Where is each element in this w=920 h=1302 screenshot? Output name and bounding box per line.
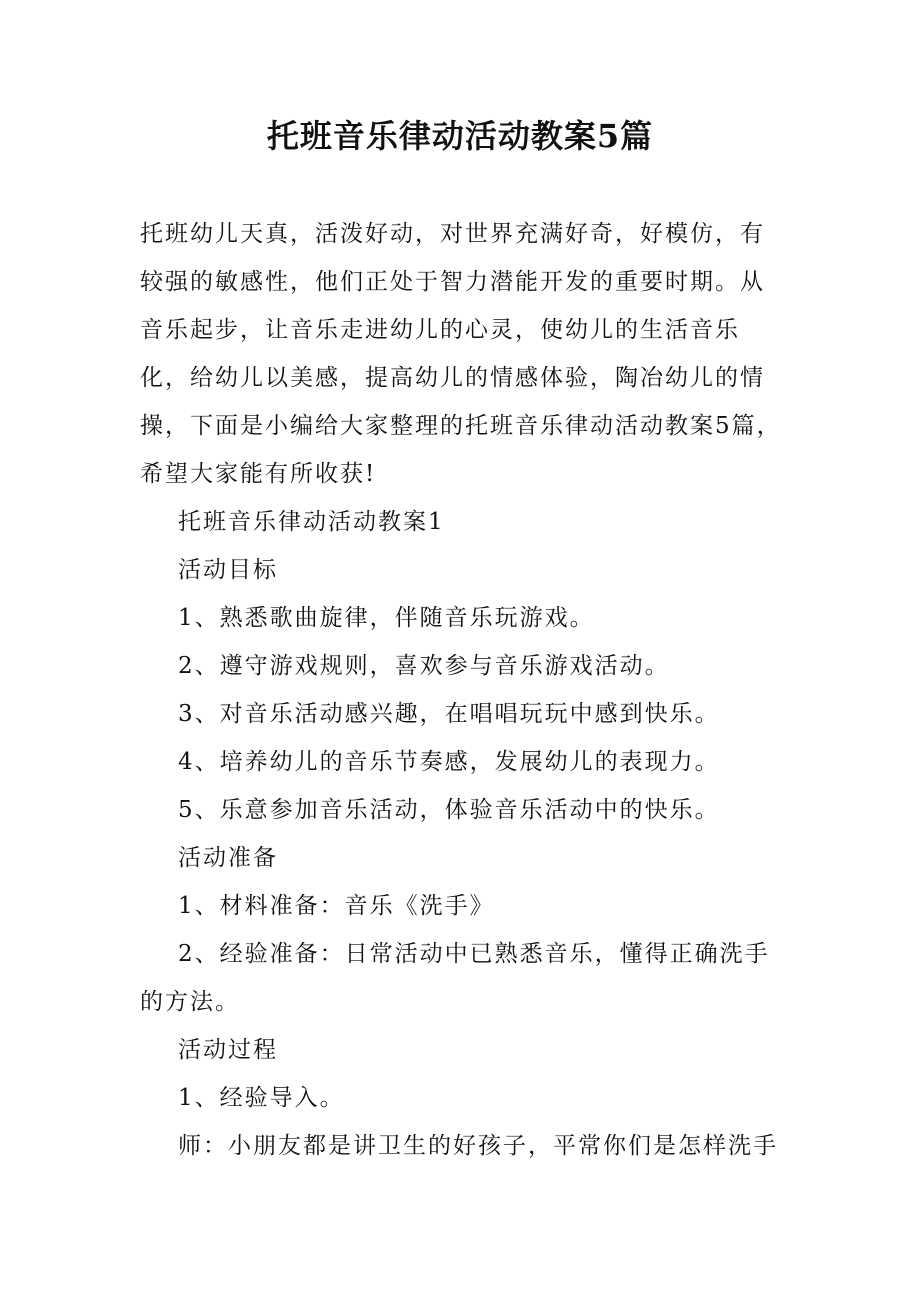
goal-item: 4、培养幼儿的音乐节奏感，发展幼儿的表现力。	[178, 749, 720, 775]
document-title: 托班音乐律动活动教案5篇	[266, 117, 654, 155]
intro-paragraph: 托班幼儿天真，活泼好动，对世界充满好奇，好模仿，有较强的敏感性，他们正处于智力潜能开发的重要时期。从音乐起步，让音乐走进幼儿的心灵，使幼儿的生活音乐化，给幼儿以美感，提高幼儿的情感体验，陶冶幼儿的情操，下面是小编给大家整理的托班音乐律动活动教案5篇，希望大家能有所收获!	[140, 221, 782, 487]
prep-item: 2、经验准备：日常活动中已熟悉音乐，懂得正确洗手的方法。	[140, 941, 770, 1015]
process-item: 1、经验导入。	[178, 1085, 345, 1111]
goal-item: 3、对音乐活动感兴趣，在唱唱玩玩中感到快乐。	[178, 701, 720, 727]
process-heading: 活动过程	[178, 1037, 278, 1063]
section-heading: 托班音乐律动活动教案1	[178, 509, 445, 535]
goals-heading: 活动目标	[178, 557, 278, 583]
goal-item: 5、乐意参加音乐活动，体验音乐活动中的快乐。	[178, 797, 720, 823]
prep-item: 1、材料准备：音乐《洗手》	[178, 893, 495, 919]
goal-item: 2、遵守游戏规则，喜欢参与音乐游戏活动。	[178, 653, 670, 679]
goal-item: 1、熟悉歌曲旋律，伴随音乐玩游戏。	[178, 605, 595, 631]
prep-heading: 活动准备	[178, 845, 278, 871]
process-item: 师：小朋友都是讲卫生的好孩子，平常你们是怎样洗手	[178, 1133, 778, 1159]
document-body	[140, 210, 782, 1170]
